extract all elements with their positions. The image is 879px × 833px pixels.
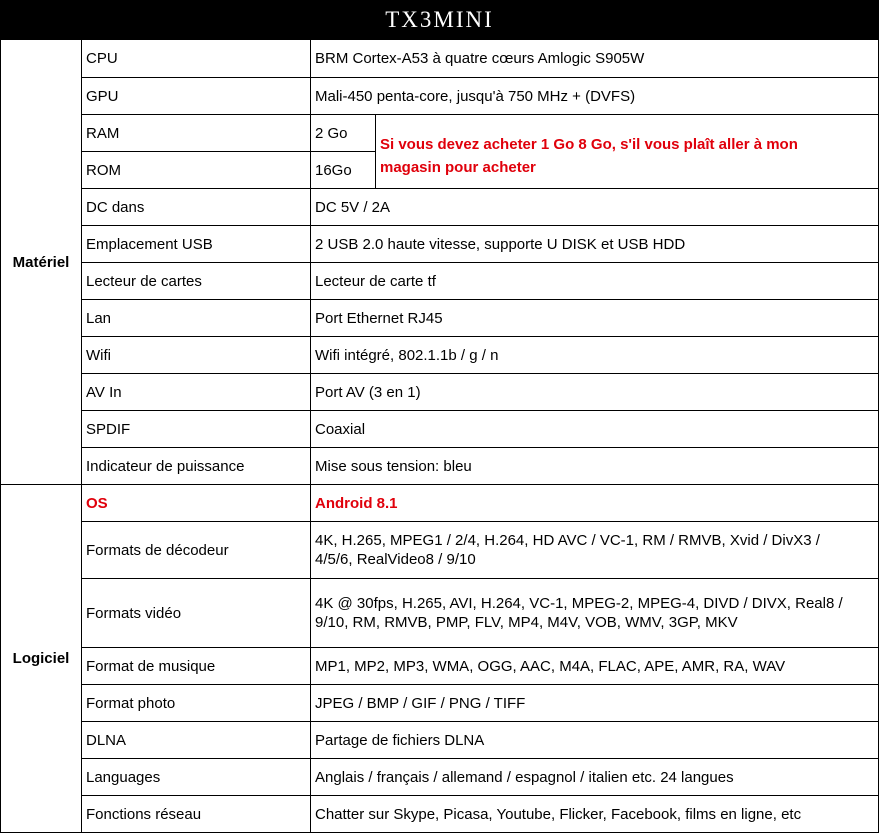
spec-value-cpu: BRM Cortex-A53 à quatre cœurs Amlogic S905W — [311, 40, 879, 78]
memory-purchase-note: Si vous devez acheter 1 Go 8 Go, s'il vous plaît aller à mon magasin pour acheter — [376, 115, 879, 189]
spec-label-ram: RAM — [82, 115, 311, 152]
spec-value-power-indicator: Mise sous tension: bleu — [311, 448, 879, 485]
section-hardware: Matériel — [0, 40, 82, 485]
spec-label-video-formats: Formats vidéo — [82, 579, 311, 648]
spec-label-lan: Lan — [82, 300, 311, 337]
spec-label-card-reader: Lecteur de cartes — [82, 263, 311, 300]
spec-value-dc-in: DC 5V / 2A — [311, 189, 879, 226]
spec-label-dc-in: DC dans — [82, 189, 311, 226]
spec-label-gpu: GPU — [82, 78, 311, 115]
spec-label-spdif: SPDIF — [82, 411, 311, 448]
spec-label-wifi: Wifi — [82, 337, 311, 374]
spec-value-lan: Port Ethernet RJ45 — [311, 300, 879, 337]
spec-value-video-formats: 4K @ 30fps, H.265, AVI, H.264, VC-1, MPEG-2, MPEG-4, DIVD / DIVX, Real8 / 9/10, RM, RMVB, PMP, FLV, MP4, M4V, VOB, WMV, 3GP, MKV — [311, 579, 879, 648]
spec-label-decoder-formats: Formats de décodeur — [82, 522, 311, 579]
spec-label-os: OS — [82, 485, 311, 522]
spec-label-rom: ROM — [82, 152, 311, 189]
spec-label-photo-format: Format photo — [82, 685, 311, 722]
spec-value-av-in: Port AV (3 en 1) — [311, 374, 879, 411]
spec-value-spdif: Coaxial — [311, 411, 879, 448]
spec-label-power-indicator: Indicateur de puissance — [82, 448, 311, 485]
spec-value-wifi: Wifi intégré, 802.1.1b / g / n — [311, 337, 879, 374]
spec-label-languages: Languages — [82, 759, 311, 796]
spec-value-usb: 2 USB 2.0 haute vitesse, supporte U DISK et USB HDD — [311, 226, 879, 263]
spec-label-music-format: Format de musique — [82, 648, 311, 685]
spec-value-languages: Anglais / français / allemand / espagnol / italien etc. 24 langues — [311, 759, 879, 796]
spec-value-network-functions: Chatter sur Skype, Picasa, Youtube, Flicker, Facebook, films en ligne, etc — [311, 796, 879, 833]
spec-value-gpu: Mali-450 penta-core, jusqu'à 750 MHz + (DVFS) — [311, 78, 879, 115]
spec-value-os: Android 8.1 — [311, 485, 879, 522]
spec-value-music-format: MP1, MP2, MP3, WMA, OGG, AAC, M4A, FLAC, APE, AMR, RA, WAV — [311, 648, 879, 685]
spec-value-photo-format: JPEG / BMP / GIF / PNG / TIFF — [311, 685, 879, 722]
spec-value-ram: 2 Go — [311, 115, 376, 152]
spec-label-cpu: CPU — [82, 40, 311, 78]
spec-label-network-functions: Fonctions réseau — [82, 796, 311, 833]
spec-label-av-in: AV In — [82, 374, 311, 411]
spec-value-card-reader: Lecteur de carte tf — [311, 263, 879, 300]
section-software: Logiciel — [0, 485, 82, 833]
spec-label-dlna: DLNA — [82, 722, 311, 759]
product-title: TX3MINI — [0, 0, 879, 40]
spec-value-rom: 16Go — [311, 152, 376, 189]
spec-value-dlna: Partage de fichiers DLNA — [311, 722, 879, 759]
spec-value-decoder-formats: 4K, H.265, MPEG1 / 2/4, H.264, HD AVC / VC-1, RM / RMVB, Xvid / DivX3 / 4/5/6, RealVideo8 / 9/10 — [311, 522, 879, 579]
spec-label-usb: Emplacement USB — [82, 226, 311, 263]
